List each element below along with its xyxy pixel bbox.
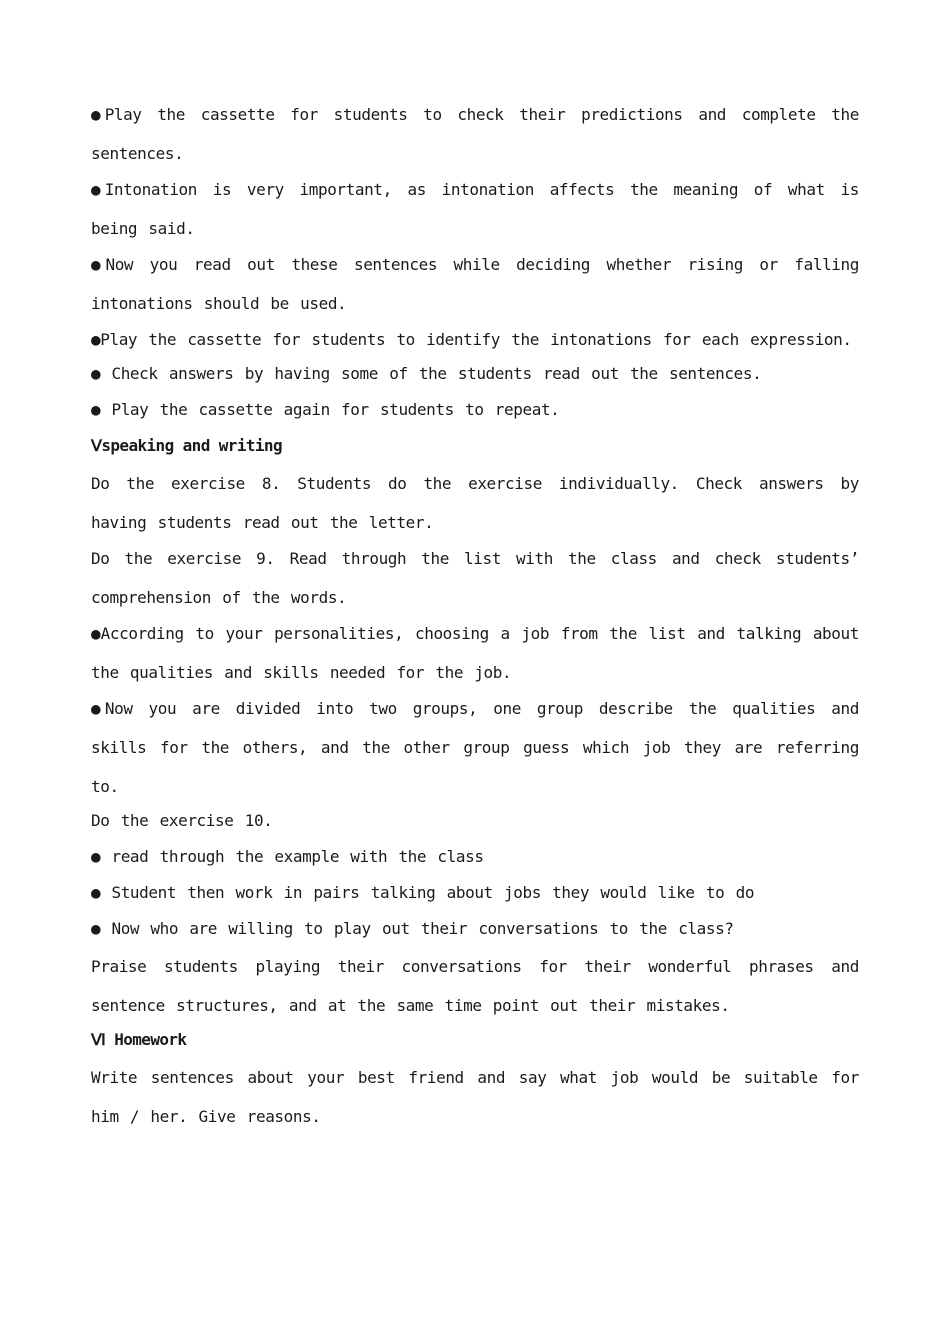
- paragraph-intonation-important: ●Intonation is very important, as intonation affects the meaning of what is being said.: [91, 180, 859, 238]
- paragraph-exercise-8: Do the exercise 8. Students do the exercise individually. Check answers by having students read out the letter.: [91, 474, 859, 532]
- document-body: [91, 95, 859, 1133]
- paragraph-exercise-9: Do the exercise 9. Read through the list with the class and check students’ comprehension of the words.: [91, 549, 859, 607]
- paragraph-choose-job: ●According to your personalities, choosing a job from the list and talking about the qualities and skills needed for the job.: [91, 624, 859, 682]
- paragraph-exercise-10: Do the exercise 10.: [91, 811, 273, 830]
- paragraph-play-out-conversations: ● Now who are willing to play out their conversations to the class?: [91, 919, 734, 938]
- paragraph-two-groups: ●Now you are divided into two groups, one group describe the qualities and skills for the others, and the other group guess which job they are referring to.: [91, 699, 859, 796]
- paragraph-praise-students: Praise students playing their conversations for their wonderful phrases and sentence structures, and at the same time point out their mistakes.: [91, 957, 859, 1015]
- paragraph-check-answers: ● Check answers by having some of the students read out the sentences.: [91, 364, 762, 383]
- section-heading-speaking-writing: Ⅴspeaking and writing: [91, 436, 283, 455]
- paragraph-play-cassette-predictions: ●Play the cassette for students to check their predictions and complete the sentences.: [91, 105, 859, 163]
- paragraph-read-out-sentences: ●Now you read out these sentences while deciding whether rising or falling intonations should be used.: [91, 255, 859, 313]
- paragraph-identify-intonations: ●Play the cassette for students to identify the intonations for each expression.: [91, 330, 852, 349]
- paragraph-homework-task: Write sentences about your best friend and say what job would be suitable for him / her. Give reasons.: [91, 1068, 859, 1126]
- paragraph-play-again: ● Play the cassette again for students to repeat.: [91, 400, 560, 419]
- section-heading-homework: Ⅵ Homework: [91, 1030, 187, 1049]
- paragraph-read-example: ● read through the example with the class: [91, 847, 484, 866]
- paragraph-work-in-pairs: ● Student then work in pairs talking about jobs they would like to do: [91, 883, 755, 902]
